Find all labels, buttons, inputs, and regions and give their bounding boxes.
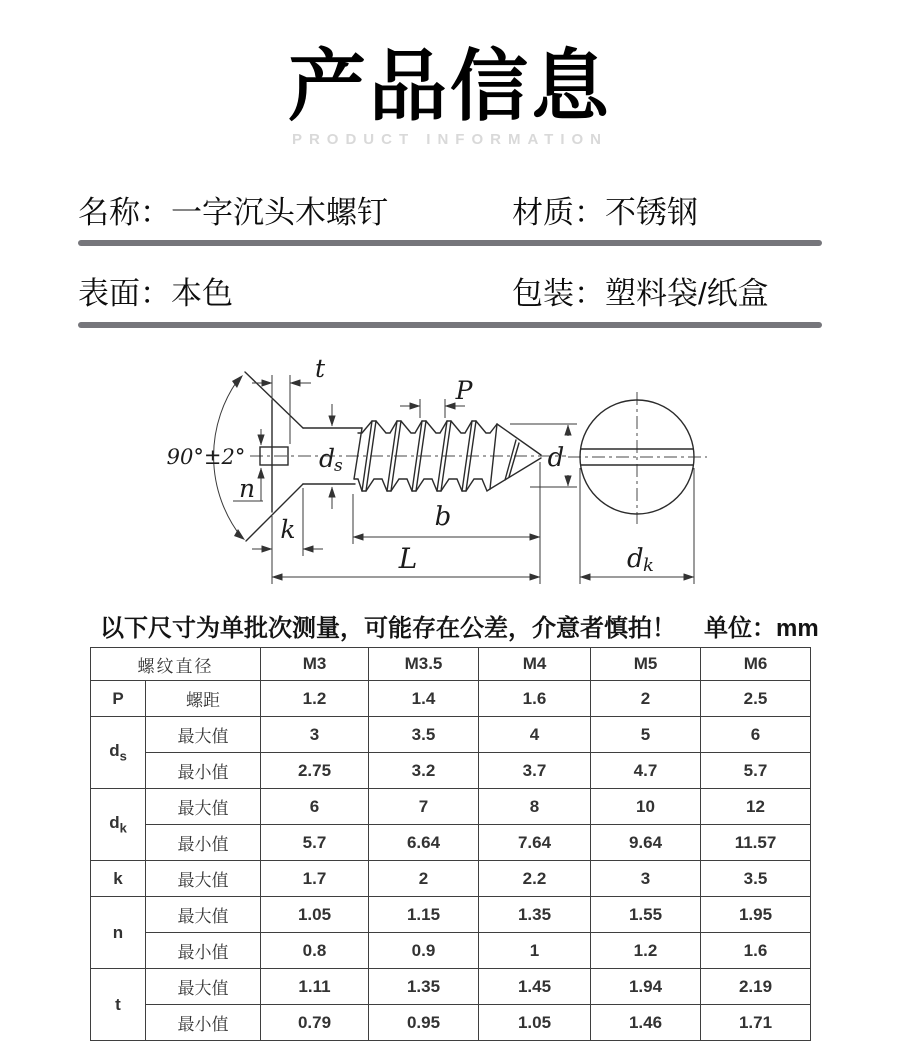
value-cell: 2.5 (701, 681, 811, 717)
value-cell: 2 (591, 681, 701, 717)
measure-cell: 最大值 (146, 789, 261, 825)
table-row (91, 825, 811, 861)
value-cell: 12 (701, 789, 811, 825)
value-cell: 1.7 (261, 861, 369, 897)
value-cell: 1.05 (479, 1005, 591, 1041)
table-row (91, 969, 811, 1005)
table-row (91, 933, 811, 969)
value-cell: 1.2 (591, 933, 701, 969)
value-cell: 6 (701, 717, 811, 753)
value-cell: 1.71 (701, 1005, 811, 1041)
value-cell: 3 (591, 861, 701, 897)
table-row (91, 897, 811, 933)
table-row (91, 753, 811, 789)
value-cell: 1.11 (261, 969, 369, 1005)
value-cell: 2.2 (479, 861, 591, 897)
value-cell: 6 (261, 789, 369, 825)
thread-start-step (354, 428, 362, 479)
value-cell: 1.2 (261, 681, 369, 717)
value-cell: 5 (591, 717, 701, 753)
value-cell: 0.9 (369, 933, 479, 969)
value-cell: 2.19 (701, 969, 811, 1005)
value-cell: 1.94 (591, 969, 701, 1005)
divider (78, 240, 822, 246)
value-cell: 2.75 (261, 753, 369, 789)
dim-label-n: n (238, 474, 256, 503)
dim-label-b: b (434, 502, 452, 532)
table-row (91, 789, 811, 825)
angle-arrow-bottom (234, 529, 245, 540)
value-cell: 0.8 (261, 933, 369, 969)
note-text: 以下尺寸为单批次测量，可能存在公差，介意者慎拍！ (100, 615, 676, 642)
detail-material (512, 187, 698, 232)
point-cone-bottom (490, 458, 541, 489)
dim-label-ds: d (319, 444, 336, 473)
header-size-m4: M4 (479, 648, 591, 681)
value-cell: 1.45 (479, 969, 591, 1005)
detail-name-label: 名称： (78, 195, 171, 230)
detail-surface-value: 本色 (171, 276, 233, 311)
value-cell: 6.64 (369, 825, 479, 861)
param-k: k (91, 861, 146, 897)
table-row (91, 861, 811, 897)
value-cell: 0.79 (261, 1005, 369, 1041)
value-cell: 1.35 (479, 897, 591, 933)
value-cell: 3 (261, 717, 369, 753)
value-cell: 10 (591, 789, 701, 825)
value-cell: 5.7 (261, 825, 369, 861)
value-cell: 1.6 (701, 933, 811, 969)
value-cell: 3.5 (369, 717, 479, 753)
value-cell: 8 (479, 789, 591, 825)
spec-table (90, 647, 811, 1041)
dim-label-t: t (314, 354, 326, 383)
measure-cell: 最大值 (146, 717, 261, 753)
value-cell: 2 (369, 861, 479, 897)
value-cell: 1.46 (591, 1005, 701, 1041)
page-subtitle: PRODUCT INFORMATION (291, 131, 609, 148)
dim-label-dk-sub: k (643, 555, 654, 576)
note-unit: 单位：mm (704, 615, 819, 642)
value-cell: 1.15 (369, 897, 479, 933)
detail-packaging-value: 塑料袋/纸盒 (605, 276, 769, 311)
param-ds: $d_s$ (91, 717, 146, 789)
point-cone-top (497, 424, 541, 455)
dim-label-angle: 90°±2° (166, 445, 246, 469)
param-n: n (91, 897, 146, 969)
detail-name-value: 一字沉头木螺钉 (171, 195, 388, 230)
head-cone-top (245, 372, 303, 428)
dim-label-L: L (398, 542, 418, 575)
value-cell: 3.2 (369, 753, 479, 789)
measure-cell: 最大值 (146, 969, 261, 1005)
measure-cell: 最小值 (146, 1005, 261, 1041)
value-cell: 1.55 (591, 897, 701, 933)
detail-material-value: 不锈钢 (605, 195, 698, 230)
dim-label-d: d (547, 443, 565, 473)
detail-surface-label: 表面： (78, 276, 171, 311)
value-cell: 7.64 (479, 825, 591, 861)
value-cell: 1.95 (701, 897, 811, 933)
measure-cell: 螺距 (146, 681, 261, 717)
measure-cell: 最大值 (146, 861, 261, 897)
value-cell: 3.5 (701, 861, 811, 897)
detail-packaging-label: 包装： (512, 276, 605, 311)
dim-label-p: P (455, 376, 473, 405)
table-row (91, 1005, 811, 1041)
value-cell: 1.6 (479, 681, 591, 717)
param-t: t (91, 969, 146, 1041)
measure-cell: 最小值 (146, 933, 261, 969)
value-cell: 1.05 (261, 897, 369, 933)
detail-material-label: 材质： (512, 195, 605, 230)
value-cell: 5.7 (701, 753, 811, 789)
header-size-m3: M3 (261, 648, 369, 681)
param-dk: $d_k$ (91, 789, 146, 861)
value-cell: 11.57 (701, 825, 811, 861)
dim-label-ds-sub: s (334, 456, 343, 476)
value-cell: 0.95 (369, 1005, 479, 1041)
header-size-m6: M6 (701, 648, 811, 681)
thread-profile-bottom (354, 479, 490, 491)
table-header-row (91, 648, 811, 681)
value-cell: 1.35 (369, 969, 479, 1005)
value-cell: 1 (479, 933, 591, 969)
value-cell: 9.64 (591, 825, 701, 861)
value-cell: 4 (479, 717, 591, 753)
measurement-note (100, 608, 819, 643)
measure-cell: 最小值 (146, 825, 261, 861)
table-row (91, 717, 811, 753)
value-cell: 1.4 (369, 681, 479, 717)
value-cell: 3.7 (479, 753, 591, 789)
screw-technical-drawing (60, 348, 760, 596)
detail-surface (78, 268, 233, 313)
dim-label-k: k (280, 515, 296, 544)
param-P: P (91, 681, 146, 717)
header-size-m5: M5 (591, 648, 701, 681)
header-thread-diameter: 螺纹直径 (91, 648, 261, 681)
detail-packaging (512, 268, 769, 313)
value-cell: 7 (369, 789, 479, 825)
value-cell: 4.7 (591, 753, 701, 789)
table-row (91, 681, 811, 717)
divider (78, 322, 822, 328)
dim-label-dk: d (627, 544, 644, 574)
page-title: 产品信息 (287, 42, 612, 130)
header-size-m35: M3.5 (369, 648, 479, 681)
detail-name (78, 187, 388, 232)
measure-cell: 最小值 (146, 753, 261, 789)
measure-cell: 最大值 (146, 897, 261, 933)
